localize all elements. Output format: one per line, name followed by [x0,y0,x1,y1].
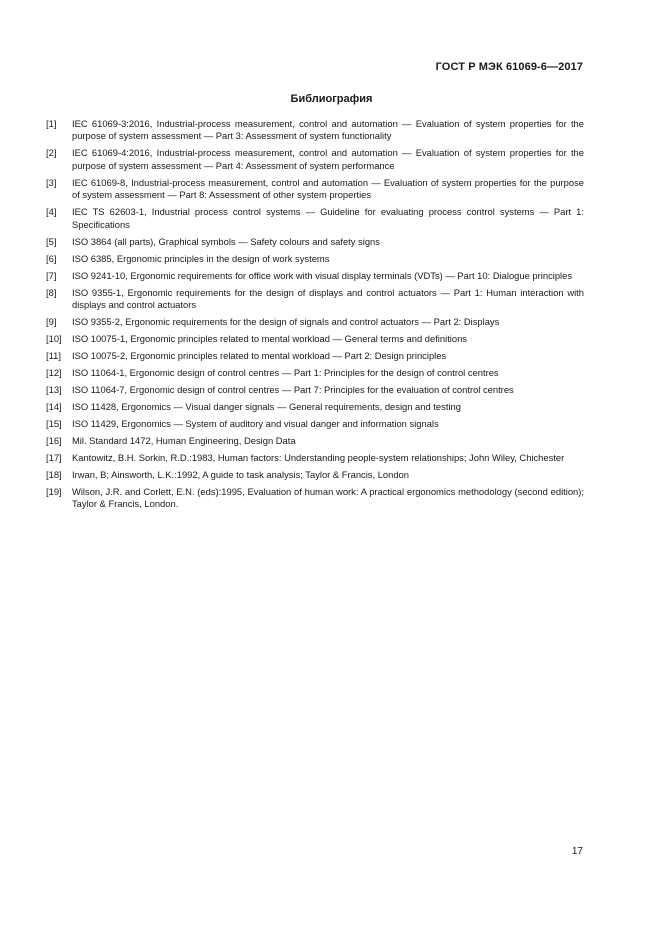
bibliography-entry-text: IEC TS 62603-1, Industrial process control systems — Guideline for evaluating process control systems — Part 1: Specifications [72,206,584,230]
bibliography-entry [46,469,584,481]
bibliography-entry [46,333,584,345]
bibliography-entry-number: [13] [46,384,62,396]
bibliography-entry-text: ISO 11429, Ergonomics — System of auditory and visual danger and information signals [72,418,439,430]
bibliography-entry [46,287,584,312]
bibliography-entry [46,418,584,430]
bibliography-entry [46,236,584,248]
bibliography-entry [46,486,584,511]
bibliography-entry-text: IEC 61069-3:2016, Industrial-process measurement, control and automation — Evaluation of system properties for the purpose of system assessment — Part 3: Assessment of system functionality [72,118,584,142]
bibliography-entry-text: IEC 61069-4:2016, Industrial-process measurement, control and automation — Evaluation of system properties for the purpose of system assessment — Part 4: Assessment of system performance [72,147,584,171]
bibliography-entry [46,435,584,447]
bibliography-entry [46,367,584,379]
bibliography-entry [46,350,584,362]
bibliography-list [46,118,584,515]
bibliography-entry-text: ISO 10075-1, Ergonomic principles related to mental workload — General terms and definitions [72,333,467,345]
bibliography-entry-text: ISO 3864 (all parts), Graphical symbols — Safety colours and safety signs [72,235,380,247]
bibliography-entry-number: [4] [46,206,57,218]
bibliography-entry-number: [15] [46,418,62,430]
bibliography-entry-number: [9] [46,316,57,328]
bibliography-entry-number: [3] [46,176,57,188]
bibliography-entry-number: [14] [46,401,62,413]
bibliography-entry [46,118,584,143]
bibliography-entry-number: [7] [46,269,57,281]
bibliography-entry-text: Mil. Standard 1472, Human Engineering, Design Data [72,435,296,447]
bibliography-entry-number: [2] [46,147,57,159]
bibliography-entry-number: [8] [46,286,57,298]
bibliography-entry-number: [12] [46,367,62,379]
bibliography-entry-number: [11] [46,350,61,362]
bibliography-entry-number: [1] [46,118,57,129]
bibliography-entry-text: ISO 11064-7, Ergonomic design of control centres — Part 7: Principles for the evaluation of control centres [72,384,514,396]
bibliography-entry-text: Irwan, B; Ainsworth, L.K.:1992, A guide to task analysis; Taylor & Francis, London [72,469,409,481]
bibliography-entry [46,384,584,396]
bibliography-entry [46,270,584,282]
bibliography-entry [46,452,584,464]
bibliography-entry-text: ISO 9355-2, Ergonomic requirements for the design of signals and control actuators — Part 2: Displays [72,316,500,328]
bibliography-entry-text: Wilson, J.R. and Corlett, E.N. (eds):1995, Evaluation of human work: A practical ergonomics methodology (second edition); Taylor & Francis, London. [72,486,584,510]
bibliography-entry [46,316,584,328]
bibliography-entry-number: [17] [46,452,62,464]
bibliography-entry-text: Kantowitz, B.H. Sorkin, R.D.:1983, Human factors: Understanding people-system relationships; John Wiley, Chichester [72,452,565,464]
page-number: 17 [571,846,583,857]
bibliography-entry-text: ISO 11064-1, Ergonomic design of control centres — Part 1: Principles for the design of control centres [72,367,499,379]
bibliography-entry-text: ISO 9355-1, Ergonomic requirements for the design of displays and control actuators — Part 1: Human interaction with displays and control actuators [72,286,584,311]
bibliography-entry-text: IEC 61069-8, Industrial-process measurement, control and automation — Evaluation of system properties for the purpose of system assessment — Part 8: Assessment of other system properties [72,176,584,201]
bibliography-entry [46,401,584,413]
bibliography-entry-number: [6] [46,252,57,264]
bibliography-entry-number: [5] [46,235,57,247]
bibliography-entry-number: [19] [46,486,62,498]
bibliography-entry-text: ISO 6385, Ergonomic principles in the design of work systems [72,252,330,264]
bibliography-entry-text: ISO 10075-2, Ergonomic principles related to mental workload — Part 2: Design principles [72,350,447,362]
bibliography-entry-number: [18] [46,469,62,481]
bibliography-entry [46,177,584,202]
bibliography-entry-number: [16] [46,435,62,447]
bibliography-entry [46,206,584,231]
bibliography-entry-text: ISO 11428, Ergonomics — Visual danger signals — General requirements, design and testing [72,401,461,413]
bibliography-entry-number: [10] [46,333,62,345]
document-code-header: ГОСТ Р МЭК 61069-6—2017 [435,61,583,73]
bibliography-entry-text: ISO 9241-10, Ergonomic requirements for office work with visual display terminals (VDTs) — Part 10: Dialogue principles [72,269,573,281]
bibliography-entry [46,147,584,172]
bibliography-entry [46,253,584,265]
bibliography-title: Библиография [290,93,373,105]
